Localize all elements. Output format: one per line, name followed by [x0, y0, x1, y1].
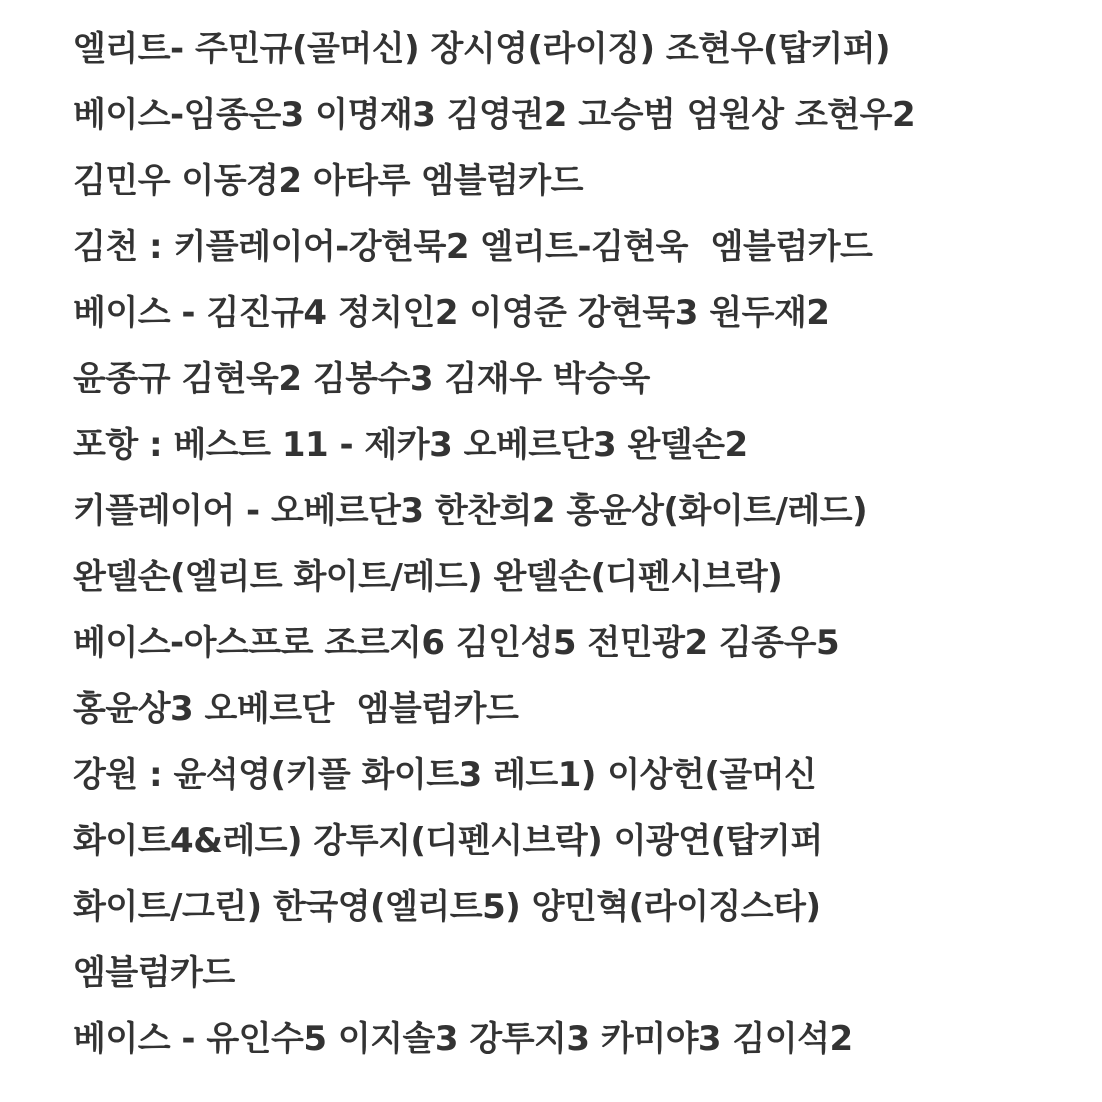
- text-line-3: 김민우 이동경2 아타루 엠블럼카드: [73, 161, 583, 201]
- text-line-9: 완델손(엘리트 화이트/레드) 완델손(디펜시브락): [73, 557, 783, 597]
- card-list-text: [73, 16, 1083, 1072]
- text-line-15: 엠블럼카드: [73, 953, 235, 993]
- text-line-4: 김천 : 키플레이어-강현묵2 엘리트-김현욱 엠블럼카드: [73, 227, 873, 267]
- text-line-14: 화이트/그린) 한국영(엘리트5) 양민혁(라이징스타): [73, 887, 821, 927]
- text-line-5: 베이스 - 김진규4 정치인2 이영준 강현묵3 원두재2: [73, 293, 830, 333]
- text-line-6: 윤종규 김현욱2 김봉수3 김재우 박승욱: [73, 359, 650, 399]
- text-line-16: 베이스 - 유인수5 이지솔3 강투지3 카미야3 김이석2: [73, 1019, 853, 1059]
- text-line-12: 강원 : 윤석영(키플 화이트3 레드1) 이상헌(골머신: [73, 755, 817, 795]
- text-line-11: 홍윤상3 오베르단 엠블럼카드: [73, 689, 519, 729]
- text-line-7: 포항 : 베스트 11 - 제카3 오베르단3 완델손2: [73, 425, 748, 465]
- text-line-10: 베이스-아스프로 조르지6 김인성5 전민광2 김종우5: [73, 623, 840, 663]
- text-line-8: 키플레이어 - 오베르단3 한찬희2 홍윤상(화이트/레드): [73, 491, 868, 531]
- text-line-13: 화이트4&레드) 강투지(디펜시브락) 이광연(탑키퍼: [73, 821, 823, 861]
- text-line-2: 베이스-임종은3 이명재3 김영권2 고승범 엄원상 조현우2: [73, 95, 916, 135]
- text-line-1: 엘리트- 주민규(골머신) 장시영(라이징) 조현우(탑키퍼): [73, 29, 891, 69]
